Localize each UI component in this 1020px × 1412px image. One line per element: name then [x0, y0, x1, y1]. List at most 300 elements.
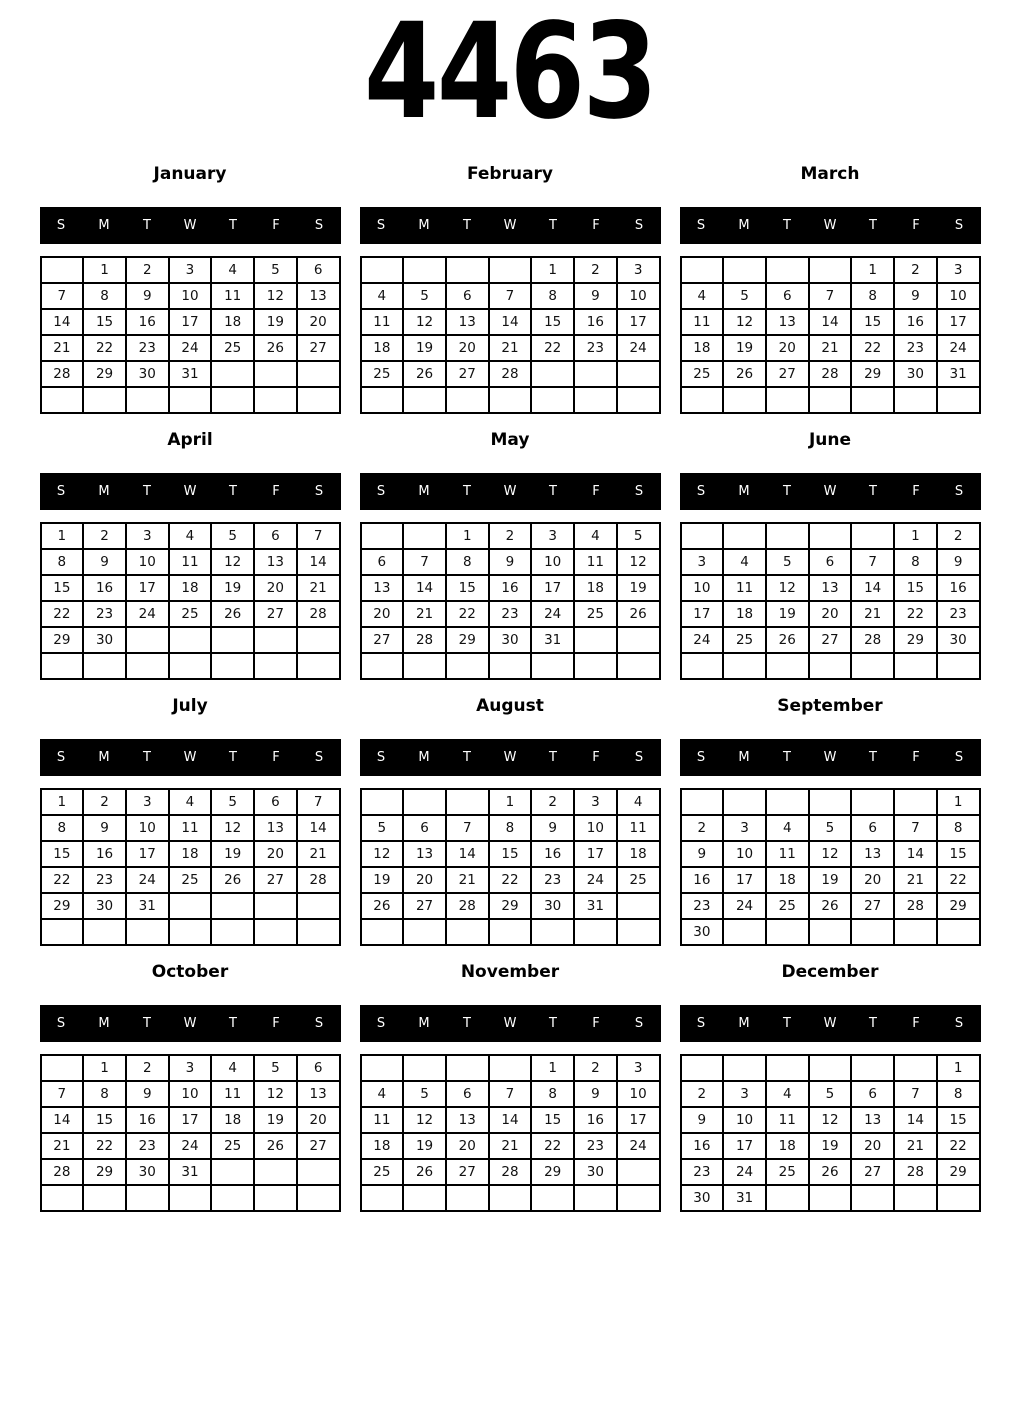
day-cell [809, 919, 852, 945]
day-cell [446, 653, 489, 679]
day-cell: 23 [489, 601, 532, 627]
month-grid-body [41, 257, 340, 413]
day-cell [937, 1185, 980, 1211]
month-grid-body [361, 1055, 660, 1211]
month-title: August [476, 696, 544, 716]
day-cell: 15 [83, 309, 126, 335]
day-cell: 8 [851, 283, 894, 309]
day-cell: 18 [766, 867, 809, 893]
day-cell: 13 [809, 575, 852, 601]
day-cell [254, 361, 297, 387]
day-cell: 15 [937, 1107, 980, 1133]
weekday-header [40, 739, 341, 776]
week-row [681, 1159, 980, 1185]
day-letter: F [912, 750, 920, 765]
day-cell [617, 387, 660, 413]
day-cell: 15 [531, 1107, 574, 1133]
day-cell: 17 [723, 1133, 766, 1159]
month-grid [680, 788, 981, 946]
day-cell [361, 387, 404, 413]
week-row [361, 653, 660, 679]
day-cell: 27 [446, 361, 489, 387]
day-cell: 13 [297, 283, 340, 309]
day-cell: 29 [851, 361, 894, 387]
day-letter: T [229, 1016, 237, 1031]
day-cell: 25 [169, 867, 212, 893]
day-cell: 4 [766, 815, 809, 841]
day-cell [41, 387, 84, 413]
week-row [41, 335, 340, 361]
day-cell: 4 [574, 523, 617, 549]
weekday-header [680, 207, 981, 244]
day-cell: 11 [169, 549, 212, 575]
weekday-header [680, 739, 981, 776]
day-letter: W [503, 484, 517, 499]
day-cell: 2 [894, 257, 937, 283]
day-cell [723, 387, 766, 413]
day-cell: 20 [254, 575, 297, 601]
week-row [361, 549, 660, 575]
day-letter: S [954, 1016, 964, 1031]
day-cell [766, 387, 809, 413]
day-cell: 20 [361, 601, 404, 627]
week-row [361, 309, 660, 335]
day-cell: 21 [446, 867, 489, 893]
day-cell: 2 [126, 1055, 169, 1081]
day-cell [681, 523, 724, 549]
day-cell: 27 [297, 1133, 340, 1159]
day-cell: 10 [723, 1107, 766, 1133]
week-row [361, 815, 660, 841]
day-cell: 4 [169, 789, 212, 815]
day-letter: T [463, 484, 471, 499]
day-cell: 4 [617, 789, 660, 815]
day-cell: 12 [403, 309, 446, 335]
day-cell [937, 653, 980, 679]
month-grid [40, 788, 341, 946]
day-cell [446, 257, 489, 283]
month-grid [360, 256, 661, 414]
day-cell [297, 893, 340, 919]
day-letter: T [229, 750, 237, 765]
week-row [681, 361, 980, 387]
week-row [681, 257, 980, 283]
day-cell: 17 [169, 1107, 212, 1133]
day-cell [723, 653, 766, 679]
week-row [361, 867, 660, 893]
day-cell: 23 [894, 335, 937, 361]
day-cell [403, 653, 446, 679]
day-cell: 31 [723, 1185, 766, 1211]
day-cell: 28 [403, 627, 446, 653]
day-cell: 14 [297, 815, 340, 841]
day-cell: 16 [126, 1107, 169, 1133]
month [680, 962, 981, 1212]
day-letter: W [823, 750, 837, 765]
day-cell: 9 [489, 549, 532, 575]
day-cell: 8 [894, 549, 937, 575]
day-cell [403, 919, 446, 945]
day-cell: 11 [617, 815, 660, 841]
day-cell: 2 [531, 789, 574, 815]
month [40, 962, 341, 1212]
day-letter: S [696, 218, 706, 233]
day-letter: W [823, 484, 837, 499]
day-cell: 31 [937, 361, 980, 387]
day-cell [809, 789, 852, 815]
day-cell [809, 1055, 852, 1081]
day-cell: 15 [489, 841, 532, 867]
day-cell [126, 1185, 169, 1211]
day-cell: 15 [894, 575, 937, 601]
day-cell [723, 919, 766, 945]
day-letter: S [56, 218, 66, 233]
day-cell: 12 [766, 575, 809, 601]
month-title: May [490, 430, 530, 450]
day-letter: S [696, 484, 706, 499]
day-cell [126, 627, 169, 653]
day-cell: 6 [851, 815, 894, 841]
weekday-header [360, 1005, 661, 1042]
day-letter: M [418, 218, 430, 233]
month [680, 164, 981, 414]
day-cell: 10 [617, 283, 660, 309]
weekday-header [360, 207, 661, 244]
day-cell: 18 [361, 335, 404, 361]
month-grid-body [41, 523, 340, 679]
day-cell [809, 523, 852, 549]
week-row [41, 549, 340, 575]
day-cell [403, 789, 446, 815]
day-cell [83, 653, 126, 679]
month [680, 696, 981, 946]
day-letter: S [376, 484, 386, 499]
day-letter: S [634, 1016, 644, 1031]
day-cell: 17 [681, 601, 724, 627]
day-letter: M [98, 750, 110, 765]
week-row [41, 653, 340, 679]
day-cell: 23 [126, 335, 169, 361]
day-letter: S [634, 484, 644, 499]
day-cell: 10 [937, 283, 980, 309]
day-cell: 23 [83, 601, 126, 627]
day-letter: W [503, 1016, 517, 1031]
day-cell: 1 [531, 1055, 574, 1081]
day-cell: 20 [403, 867, 446, 893]
day-cell [851, 523, 894, 549]
day-letter: F [912, 218, 920, 233]
day-cell [766, 653, 809, 679]
day-letter: S [696, 750, 706, 765]
day-cell: 17 [617, 1107, 660, 1133]
week-row [41, 893, 340, 919]
weekday-header [360, 473, 661, 510]
day-cell: 27 [403, 893, 446, 919]
day-cell [617, 919, 660, 945]
day-cell [894, 653, 937, 679]
day-letter: M [738, 750, 750, 765]
day-cell: 11 [361, 309, 404, 335]
day-cell: 29 [83, 361, 126, 387]
day-cell: 18 [766, 1133, 809, 1159]
day-cell: 5 [403, 283, 446, 309]
day-cell [937, 919, 980, 945]
day-letter: S [696, 1016, 706, 1031]
weekday-header [40, 207, 341, 244]
day-cell: 30 [489, 627, 532, 653]
day-cell [681, 257, 724, 283]
month-grid [360, 522, 661, 680]
day-cell: 15 [851, 309, 894, 335]
day-cell: 4 [766, 1081, 809, 1107]
day-cell: 21 [894, 867, 937, 893]
day-cell: 18 [617, 841, 660, 867]
day-cell: 19 [254, 1107, 297, 1133]
month [360, 696, 661, 946]
day-cell: 25 [766, 1159, 809, 1185]
day-cell: 7 [894, 815, 937, 841]
year-title [0, 0, 1020, 149]
day-cell: 28 [489, 1159, 532, 1185]
day-cell: 12 [254, 283, 297, 309]
month-grid-body [41, 1055, 340, 1211]
day-cell: 1 [83, 257, 126, 283]
day-cell [446, 789, 489, 815]
day-letter: S [954, 750, 964, 765]
day-cell: 25 [211, 1133, 254, 1159]
day-cell [851, 1055, 894, 1081]
day-cell [531, 387, 574, 413]
day-cell: 9 [574, 1081, 617, 1107]
day-cell [723, 257, 766, 283]
day-cell [681, 789, 724, 815]
day-letter: S [314, 218, 324, 233]
day-cell: 21 [403, 601, 446, 627]
day-cell: 30 [937, 627, 980, 653]
day-letter: M [738, 1016, 750, 1031]
day-cell [403, 523, 446, 549]
day-cell: 17 [169, 309, 212, 335]
week-row [681, 1185, 980, 1211]
day-cell [531, 361, 574, 387]
day-cell: 4 [681, 283, 724, 309]
month-grid [40, 256, 341, 414]
month-grid [360, 788, 661, 946]
day-cell: 8 [937, 815, 980, 841]
day-cell: 5 [617, 523, 660, 549]
day-cell: 15 [83, 1107, 126, 1133]
day-cell: 13 [446, 309, 489, 335]
day-cell [41, 257, 84, 283]
day-cell: 30 [126, 361, 169, 387]
day-cell: 19 [361, 867, 404, 893]
day-cell [169, 1185, 212, 1211]
day-letter: T [869, 1016, 877, 1031]
month [40, 696, 341, 946]
day-cell [489, 1185, 532, 1211]
day-cell [894, 919, 937, 945]
week-row [681, 309, 980, 335]
day-cell: 24 [617, 1133, 660, 1159]
week-row [41, 1185, 340, 1211]
day-cell [297, 387, 340, 413]
day-letter: S [314, 750, 324, 765]
day-cell [211, 893, 254, 919]
day-cell: 17 [531, 575, 574, 601]
week-row [681, 1081, 980, 1107]
day-cell: 25 [361, 361, 404, 387]
day-cell [169, 387, 212, 413]
day-cell: 1 [531, 257, 574, 283]
day-cell [126, 919, 169, 945]
day-cell: 8 [83, 283, 126, 309]
day-cell: 2 [489, 523, 532, 549]
day-cell: 28 [894, 893, 937, 919]
month-grid [40, 522, 341, 680]
day-cell: 30 [894, 361, 937, 387]
day-cell: 22 [41, 867, 84, 893]
day-cell: 7 [297, 789, 340, 815]
day-cell [211, 919, 254, 945]
day-cell [894, 387, 937, 413]
day-cell: 22 [41, 601, 84, 627]
day-cell: 29 [531, 1159, 574, 1185]
day-letter: M [418, 750, 430, 765]
day-cell [211, 361, 254, 387]
day-cell: 15 [531, 309, 574, 335]
week-row [361, 1107, 660, 1133]
day-cell [169, 627, 212, 653]
day-cell: 19 [254, 309, 297, 335]
day-cell: 18 [211, 1107, 254, 1133]
day-cell: 6 [254, 523, 297, 549]
day-cell [126, 387, 169, 413]
week-row [361, 257, 660, 283]
day-cell: 21 [489, 335, 532, 361]
day-cell [681, 653, 724, 679]
day-cell: 13 [254, 549, 297, 575]
day-cell: 19 [617, 575, 660, 601]
day-cell: 6 [809, 549, 852, 575]
week-row [41, 257, 340, 283]
day-cell: 20 [851, 1133, 894, 1159]
day-cell [254, 1185, 297, 1211]
day-cell: 1 [446, 523, 489, 549]
day-cell: 23 [681, 893, 724, 919]
day-cell: 18 [361, 1133, 404, 1159]
day-cell [361, 789, 404, 815]
day-letter: F [592, 1016, 600, 1031]
week-row [681, 815, 980, 841]
day-cell: 6 [254, 789, 297, 815]
day-cell [361, 257, 404, 283]
month-grid [680, 1054, 981, 1212]
day-cell [297, 627, 340, 653]
day-cell: 23 [681, 1159, 724, 1185]
day-cell: 28 [41, 1159, 84, 1185]
day-cell [403, 1185, 446, 1211]
week-row [361, 1081, 660, 1107]
day-letter: T [229, 218, 237, 233]
day-cell: 14 [489, 309, 532, 335]
weekday-header [680, 473, 981, 510]
day-cell: 17 [617, 309, 660, 335]
day-letter: T [143, 484, 151, 499]
month-grid [680, 256, 981, 414]
day-cell: 27 [809, 627, 852, 653]
day-cell: 7 [894, 1081, 937, 1107]
day-cell [169, 919, 212, 945]
month-title: June [808, 430, 852, 450]
day-cell: 7 [851, 549, 894, 575]
day-cell: 2 [937, 523, 980, 549]
day-cell [489, 919, 532, 945]
day-cell: 31 [574, 893, 617, 919]
day-cell: 19 [766, 601, 809, 627]
day-letter: W [183, 1016, 197, 1031]
day-cell: 26 [254, 1133, 297, 1159]
day-cell: 6 [297, 257, 340, 283]
day-cell: 30 [126, 1159, 169, 1185]
day-letter: T [229, 484, 237, 499]
weekday-header [680, 1005, 981, 1042]
day-cell: 26 [723, 361, 766, 387]
day-cell: 22 [83, 1133, 126, 1159]
day-cell: 31 [169, 1159, 212, 1185]
day-cell: 24 [723, 1159, 766, 1185]
day-cell: 5 [809, 815, 852, 841]
day-cell: 3 [126, 523, 169, 549]
day-cell: 9 [937, 549, 980, 575]
day-cell: 27 [361, 627, 404, 653]
day-cell: 24 [531, 601, 574, 627]
day-cell: 14 [403, 575, 446, 601]
day-cell: 1 [851, 257, 894, 283]
day-letter: T [783, 750, 791, 765]
day-letter: F [272, 750, 280, 765]
day-cell [403, 257, 446, 283]
day-letter: F [592, 750, 600, 765]
day-cell [254, 919, 297, 945]
day-cell [297, 1159, 340, 1185]
day-cell: 2 [681, 1081, 724, 1107]
day-cell [446, 1055, 489, 1081]
day-cell: 22 [937, 867, 980, 893]
day-cell [446, 919, 489, 945]
day-cell: 31 [531, 627, 574, 653]
day-letter: S [376, 1016, 386, 1031]
week-row [681, 653, 980, 679]
day-cell [617, 1159, 660, 1185]
day-cell: 14 [894, 1107, 937, 1133]
day-cell [809, 653, 852, 679]
day-cell [723, 1055, 766, 1081]
day-cell [894, 789, 937, 815]
day-cell: 16 [531, 841, 574, 867]
day-cell [446, 387, 489, 413]
day-cell: 22 [446, 601, 489, 627]
day-cell: 29 [41, 627, 84, 653]
day-cell [361, 919, 404, 945]
day-cell: 31 [126, 893, 169, 919]
day-cell: 1 [894, 523, 937, 549]
day-cell [297, 653, 340, 679]
week-row [681, 919, 980, 945]
month-grid-body [361, 523, 660, 679]
day-cell: 13 [851, 841, 894, 867]
day-cell: 7 [489, 283, 532, 309]
day-cell: 30 [574, 1159, 617, 1185]
